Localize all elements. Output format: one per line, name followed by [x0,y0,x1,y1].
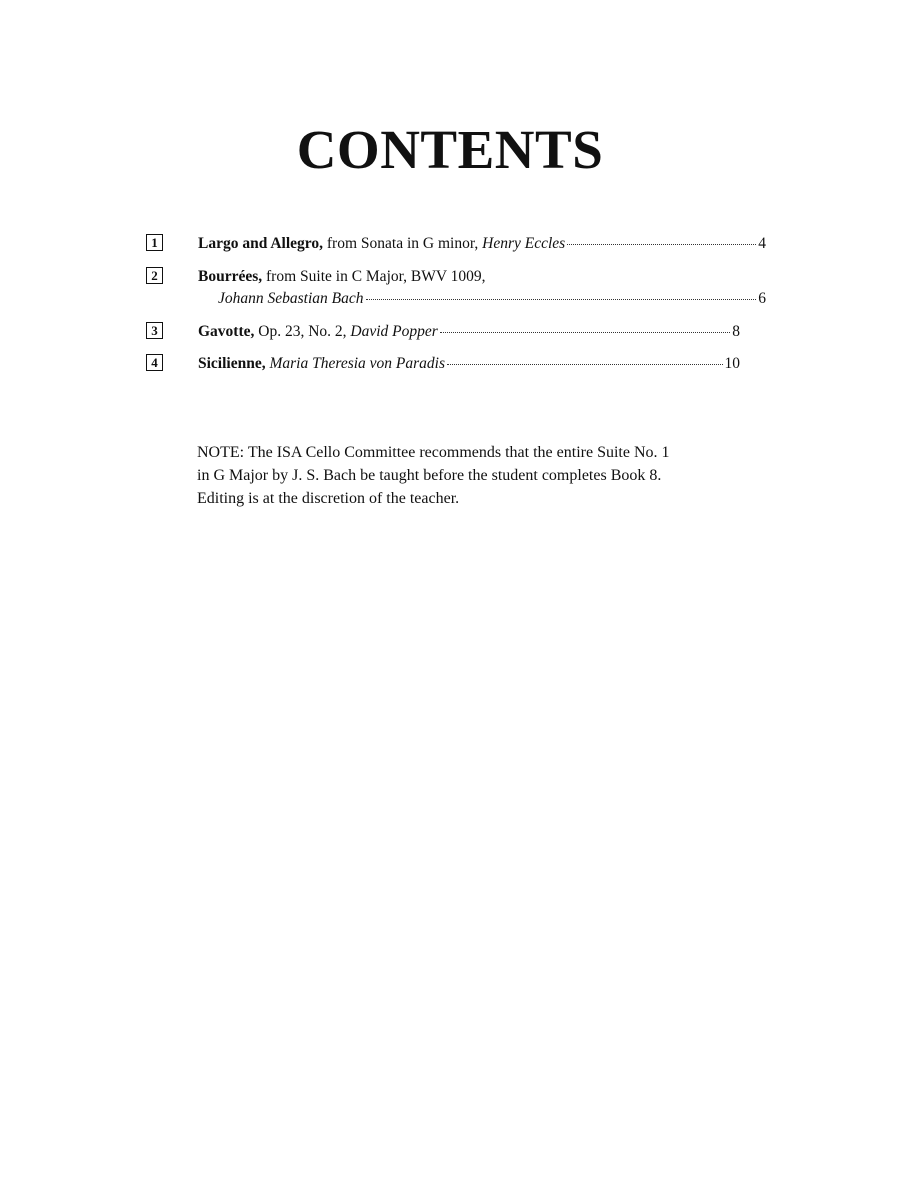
toc-entry[interactable] [146,232,766,256]
page-title: CONTENTS [296,119,604,180]
composer-name: Maria Theresia von Paradis [269,355,446,372]
note-line: in G Major by J. S. Bach be taught before the student completes Book 8. [197,467,662,484]
dot-leader [567,244,756,245]
page-number: 4 [758,235,766,252]
piece-title: Sicilienne, [198,355,266,372]
entry-number-box: 1 [146,234,163,251]
piece-title: Gavotte, [198,323,255,340]
dot-leader [447,364,722,365]
composer-name: David Popper [350,323,438,340]
composer-name: Johann Sebastian Bach [218,290,364,307]
editorial-note [197,441,757,510]
entry-number-box: 3 [146,322,163,339]
composer-name: Henry Eccles [482,235,566,252]
toc-entry-line [198,352,740,376]
page-number: 8 [732,323,740,340]
piece-title: Bourrées, [198,268,263,285]
piece-source: from Suite in C Major, BWV 1009, [262,268,486,285]
dot-leader [440,332,730,333]
toc-entry-line [198,265,766,289]
toc-entry-line [198,232,766,256]
dot-leader [366,299,757,300]
toc-entry[interactable] [146,352,766,376]
piece-source: Op. 23, No. 2, [254,323,351,340]
piece-source: from Sonata in G minor, [323,235,483,252]
entry-number-box: 2 [146,267,163,284]
piece-title: Largo and Allegro, [198,235,324,252]
toc-entry-line [218,287,766,311]
toc-entry[interactable] [146,265,766,313]
toc-entry-line [198,320,740,344]
page-number: 10 [724,355,740,372]
page-number: 6 [758,290,766,307]
toc-entry[interactable] [146,320,766,344]
entry-number-box: 4 [146,354,163,371]
note-line: NOTE: The ISA Cello Committee recommends that the entire Suite No. 1 [197,444,670,461]
note-line: Editing is at the discretion of the teacher. [197,490,460,507]
